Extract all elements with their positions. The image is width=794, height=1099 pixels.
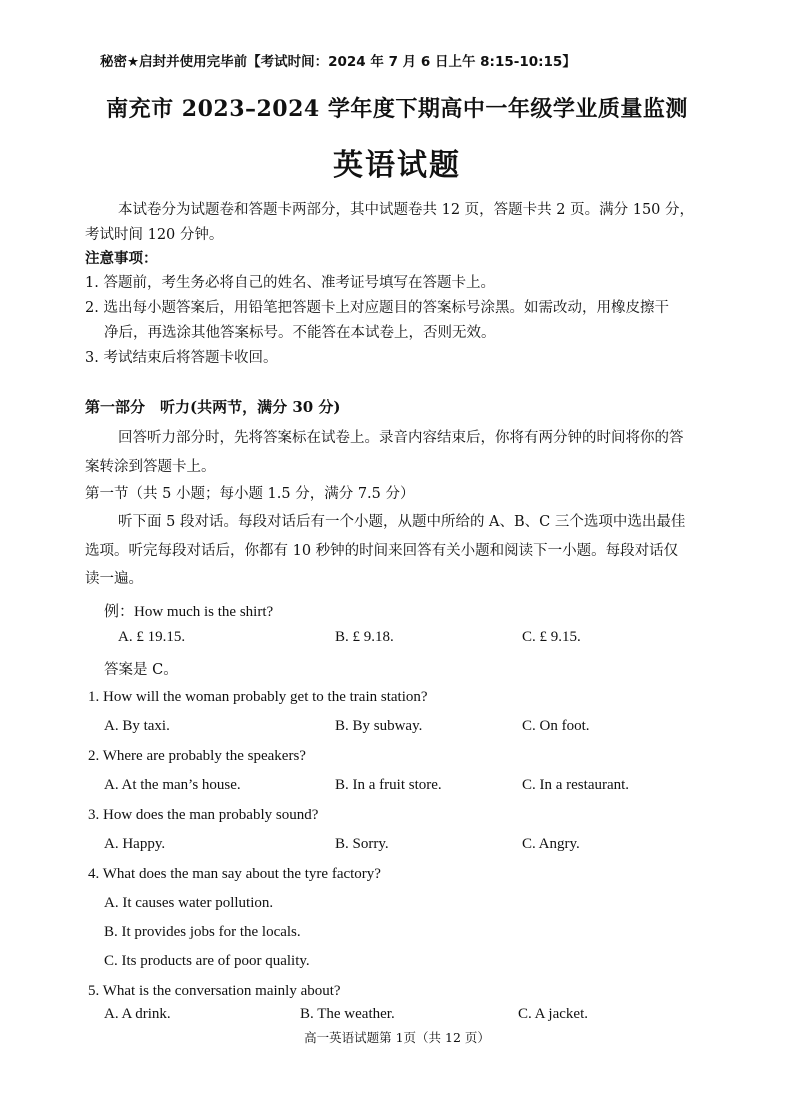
question-4-option-c: C. Its products are of poor quality. [104,953,310,969]
question-5: 5. What is the conversation mainly about? [88,983,341,999]
question-4-option-b: B. It provides jobs for the locals. [104,924,301,940]
question-2-option-c: C. In a restaurant. [522,777,630,793]
question-2-option-b: B. In a fruit store. [335,777,442,793]
note-item-1: 1. 答题前，考生务必将自己的姓名、准考证号填写在答题卡上。 [85,275,495,291]
intro-line-2: 考试时间 120 分钟。 [85,227,224,243]
section1-instruction-1: 听下面 5 段对话。每段对话后有一个小题，从题中所给的 A、B、C 三个选项中选出最佳 [118,514,686,530]
confidential-notice: 秘密★启封并使用完毕前【考试时间：2024 年 7 月 6 日上午 8:15-10:15】 [100,54,576,70]
question-5-option-b: B. The weather. [300,1006,395,1022]
question-4: 4. What does the man say about the tyre factory? [88,866,381,882]
question-1-option-a: A. By taxi. [104,718,170,734]
page-footer: 高一英语试题第 1页（共 12 页） [304,1030,490,1045]
question-5-option-c: C. A jacket. [518,1006,588,1022]
question-2-option-a: A. At the man’s house. [104,777,241,793]
section1-heading: 第一节（共 5 小题；每小题 1.5 分，满分 7.5 分） [85,486,415,502]
intro-line-1: 本试卷分为试题卷和答题卡两部分，其中试题卷共 12 页，答题卡共 2 页。满分 150 分， [118,202,695,218]
note-item-2-cont: 净后，再选涂其他答案标号。不能答在本试卷上，否则无效。 [104,325,496,341]
example-option-b: B. £ 9.18. [335,629,394,645]
example-option-a: A. £ 19.15. [118,629,186,645]
part1-heading: 第一部分 听力(共两节，满分 30 分) [85,398,341,416]
question-3: 3. How does the man probably sound? [88,807,319,823]
example-option-c: C. £ 9.15. [522,629,581,645]
question-3-option-b: B. Sorry. [335,836,389,852]
part1-instruction-1: 回答听力部分时，先将答案标在试卷上。录音内容结束后，你将有两分钟的时间将你的答 [118,430,684,446]
notes-heading: 注意事项： [85,250,158,267]
note-item-3: 3. 考试结束后将答题卡收回。 [85,350,278,366]
question-1-option-b: B. By subway. [335,718,423,734]
question-1-option-c: C. On foot. [522,718,590,734]
example-answer: 答案是 C。 [104,662,178,678]
question-3-option-c: C. Angry. [522,836,580,852]
question-1: 1. How will the woman probably get to the train station? [88,689,428,705]
example-question: 例：How much is the shirt? [104,604,274,620]
question-3-option-a: A. Happy. [104,836,166,852]
part1-instruction-2: 案转涂到答题卡上。 [85,459,216,475]
exam-title: 南充市 2023–2024 学年度下期高中一年级学业质量监测 [106,96,688,122]
section1-instruction-2: 选项。听完每段对话后，你都有 10 秒钟的时间来回答有关小题和阅读下一小题。每段对话仅 [85,543,679,559]
question-2: 2. Where are probably the speakers? [88,748,306,764]
question-4-option-a: A. It causes water pollution. [104,895,274,911]
note-item-2: 2. 选出每小题答案后，用铅笔把答题卡上对应题目的答案标号涂黑。如需改动，用橡皮擦干 [85,300,669,316]
subject-title: 英语试题 [333,148,461,183]
section1-instruction-3: 读一遍。 [85,571,143,587]
question-5-option-a: A. A drink. [104,1006,171,1022]
